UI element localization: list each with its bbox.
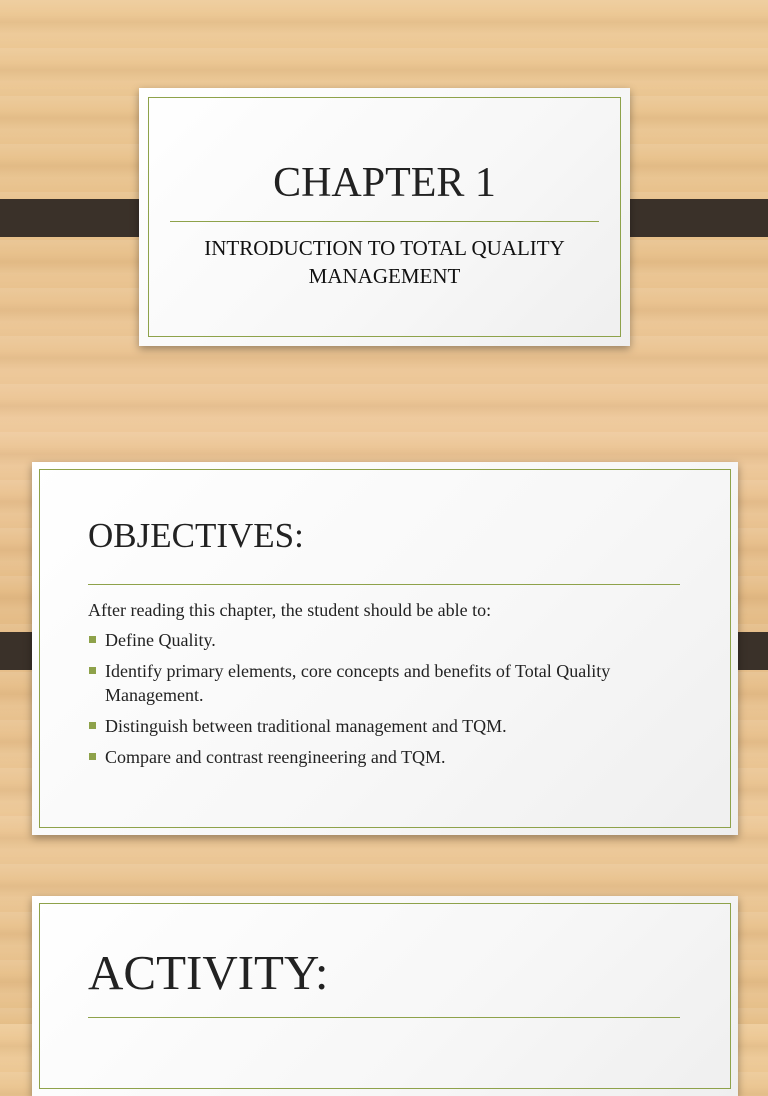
list-item-text: Compare and contrast reengineering and TQM. (105, 747, 446, 767)
title-divider (88, 584, 680, 585)
subtitle-line: INTRODUCTION TO TOTAL QUALITY (204, 236, 565, 260)
slide-title: CHAPTER 1 (273, 160, 496, 206)
subtitle-line: MANAGEMENT (308, 264, 461, 288)
square-bullet-icon (89, 722, 96, 729)
slide-title: OBJECTIVES: (88, 516, 304, 555)
title-divider (88, 1017, 680, 1018)
list-item (88, 745, 678, 769)
objectives-intro: After reading this chapter, the student should be able to: (88, 600, 492, 620)
list-item-text: Define Quality. (105, 630, 216, 650)
title-divider (170, 221, 599, 222)
list-item-text: Identify primary elements, core concepts and benefits of Total Quality Management. (105, 661, 611, 705)
slide-subtitle (179, 234, 590, 290)
objectives-slide[interactable] (32, 462, 738, 835)
square-bullet-icon (89, 667, 96, 674)
objectives-list (88, 628, 678, 776)
list-item (88, 628, 678, 652)
slide1-left-band (0, 199, 156, 237)
square-bullet-icon (89, 636, 96, 643)
list-item-text: Distinguish between traditional management and TQM. (105, 716, 507, 736)
slide1-right-band (613, 199, 768, 237)
activity-slide[interactable] (32, 896, 738, 1096)
square-bullet-icon (89, 753, 96, 760)
slide-inner-border (148, 97, 621, 337)
list-item (88, 659, 678, 707)
slide-title: ACTIVITY: (88, 945, 329, 1000)
title-slide[interactable] (139, 88, 630, 346)
list-item (88, 714, 678, 738)
